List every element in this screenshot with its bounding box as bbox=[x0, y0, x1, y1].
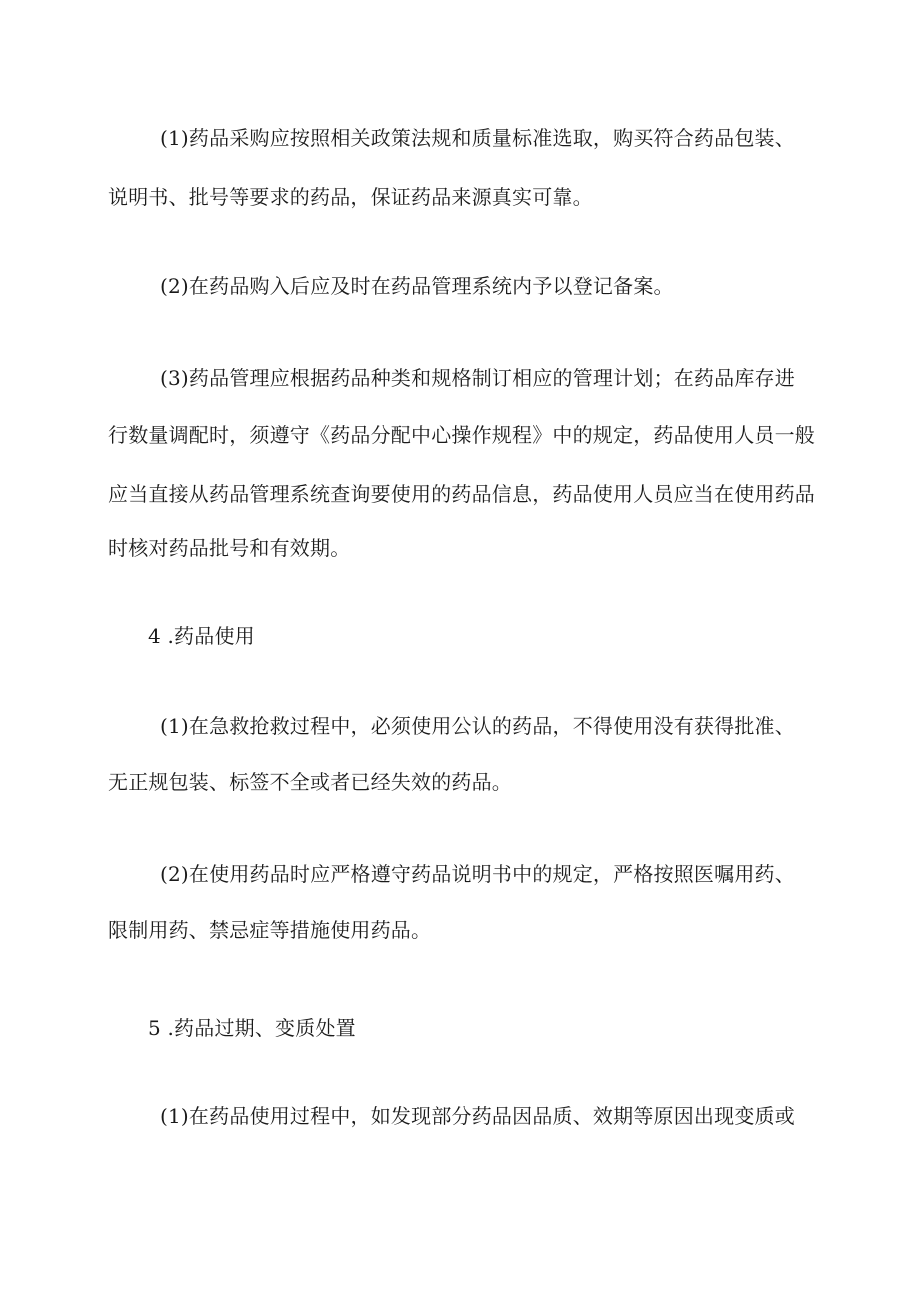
paragraph-5-line-1: (2)在使用药品时应严格遵守药品说明书中的规定，严格按照医嘱用药、 bbox=[160, 862, 795, 886]
paragraph-3-line-4: 时核对药品批号和有效期。 bbox=[108, 536, 351, 560]
paragraph-6-line-1: (1)在药品使用过程中，如发现部分药品因品质、效期等原因出现变质或 bbox=[160, 1104, 795, 1128]
paragraph-5-line-2: 限制用药、禁忌症等措施使用药品。 bbox=[108, 918, 432, 942]
section-heading-5: 5 .药品过期、变质处置 bbox=[148, 1016, 356, 1040]
paragraph-3-line-3: 应当直接从药品管理系统查询要使用的药品信息，药品使用人员应当在使用药品 bbox=[108, 482, 815, 506]
section-heading-4: 4 .药品使用 bbox=[148, 624, 255, 648]
paragraph-1-line-2: 说明书、批号等要求的药品，保证药品来源真实可靠。 bbox=[108, 185, 593, 209]
paragraph-4-line-2: 无正规包装、标签不全或者已经失效的药品。 bbox=[108, 770, 512, 794]
paragraph-3-line-2: 行数量调配时，须遵守《药品分配中心操作规程》中的规定，药品使用人员一般 bbox=[108, 423, 815, 447]
paragraph-4-line-1: (1)在急救抢救过程中，必须使用公认的药品，不得使用没有获得批准、 bbox=[160, 714, 795, 738]
paragraph-1-line-1: (1)药品采购应按照相关政策法规和质量标准选取，购买符合药品包装、 bbox=[160, 126, 795, 150]
paragraph-2-line-1: (2)在药品购入后应及时在药品管理系统内予以登记备案。 bbox=[160, 274, 674, 298]
paragraph-3-line-1: (3)药品管理应根据药品种类和规格制订相应的管理计划；在药品库存进 bbox=[160, 366, 795, 390]
